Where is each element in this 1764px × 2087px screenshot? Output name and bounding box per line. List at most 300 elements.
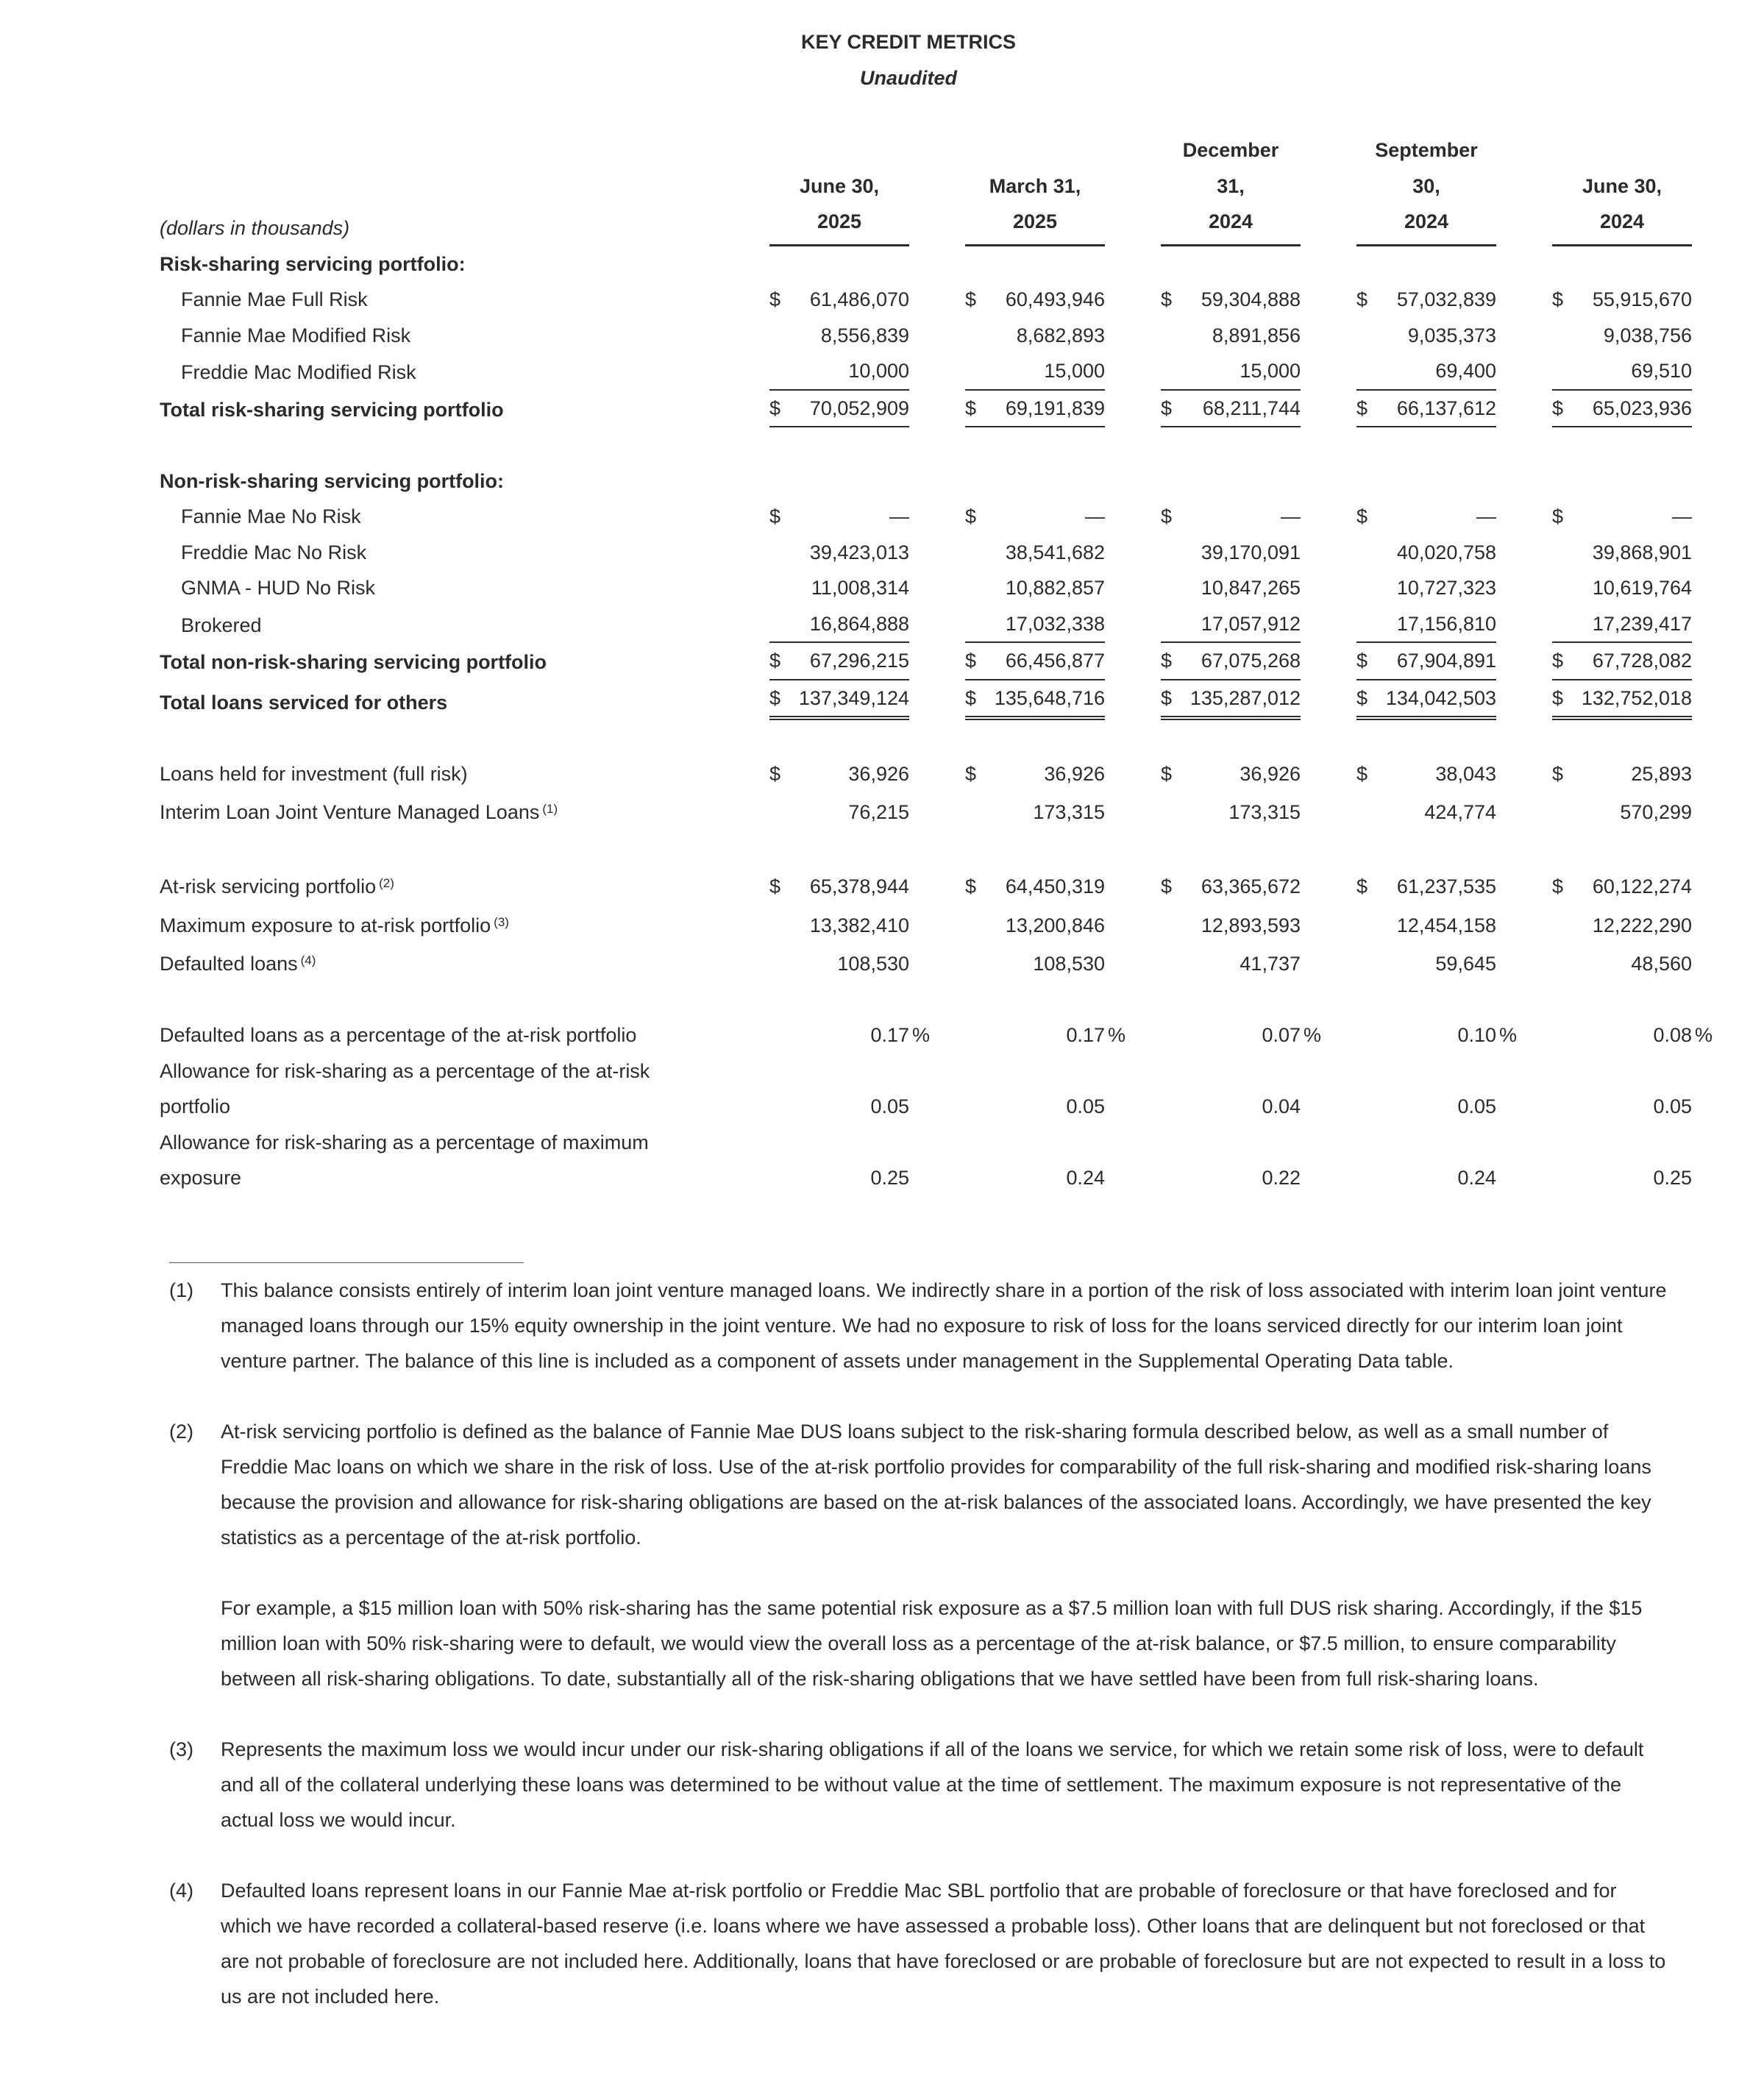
cell-value: 41,737 [1240,953,1301,975]
value-cell [769,606,909,644]
value-cell [1552,794,1692,831]
cell-value: 69,191,839 [1005,397,1105,419]
cell-value: — [1672,505,1692,527]
row-label-text: Total risk-sharing servicing portfolio [160,398,504,421]
value-cell [1356,869,1496,905]
dollar-sign: $ [1356,875,1368,897]
value-cell [965,282,1105,318]
row-label-text: Fannie Mae No Risk [181,505,361,527]
row-label [160,608,714,644]
row-spacer [160,720,1692,756]
value-cell [769,1089,909,1125]
table-row [160,318,1692,354]
value-cell [1552,570,1692,606]
dollar-sign: $ [1161,288,1173,310]
cell-value: 0.24 [1457,1167,1496,1189]
dollar-sign: $ [965,875,977,897]
cell-value: 16,864,888 [809,612,909,635]
dollar-sign: $ [1356,288,1368,310]
cell-value: 38,541,682 [1005,541,1105,563]
row-label [160,792,714,831]
value-cell [965,908,1105,944]
dollar-sign: $ [769,505,781,527]
value-cell [769,643,909,680]
row-label-text: Allowance for risk-sharing as a percentage of the at-risk portfolio [160,1059,650,1117]
column-header-line [769,132,909,168]
percent-sign: % [1107,1024,1125,1046]
percent-sign: % [1498,1024,1517,1046]
cell-value: 108,530 [837,953,909,975]
cell-value: 137,349,124 [798,686,909,709]
dollar-sign: $ [1552,505,1564,527]
cell-value: 10,000 [848,360,909,382]
dollar-sign: $ [1161,762,1173,785]
dollar-sign: $ [1356,505,1368,527]
cell-value: 173,315 [1033,801,1105,823]
cell-value: 65,378,944 [809,875,909,897]
value-cell [1552,318,1692,354]
footnote-body [221,1414,1670,1696]
row-label-text: GNMA - HUD No Risk [181,577,376,599]
row-label [160,1053,675,1125]
row-label-text: Brokered [181,614,262,636]
cell-value: 76,215 [848,801,909,823]
row-label [160,463,714,499]
value-cell [769,869,909,905]
cell-value: 61,237,535 [1396,875,1496,897]
dollar-sign: $ [1552,650,1564,672]
cell-value: 0.25 [870,1167,909,1189]
cell-value: 15,000 [1240,360,1301,382]
cell-value: 0.04 [1262,1095,1301,1117]
footnote-ref: (1) [542,802,558,816]
value-cell [1161,1089,1301,1125]
row-label-text: Total loans serviced for others [160,691,448,714]
cell-value: 135,287,012 [1189,686,1301,709]
table-row [160,535,1692,571]
column-header-line: September [1375,139,1478,161]
dollar-sign: $ [965,762,977,785]
cell-value: 40,020,758 [1396,541,1496,563]
column-header [769,132,909,246]
column-header [1552,132,1692,246]
cell-value: 36,926 [848,762,909,785]
footnote-body [221,1732,1670,1838]
dollar-sign: $ [1552,762,1564,785]
cell-value: 64,450,319 [1005,875,1105,897]
value-cell [965,756,1105,792]
value-cell [1161,908,1301,944]
row-label-text: Fannie Mae Full Risk [181,288,368,310]
value-cell [965,535,1105,571]
dollar-sign: $ [965,505,977,527]
value-cell [769,499,909,535]
footnote [169,1273,1670,1379]
row-label-text: Total non-risk-sharing servicing portfolio [160,651,547,673]
dollar-sign: $ [1356,650,1368,672]
dollar-sign: $ [965,650,977,672]
cell-value: 0.22 [1262,1167,1301,1189]
value-cell [1356,391,1496,428]
row-label [160,318,714,354]
cell-value: — [889,505,909,527]
cell-value: — [1085,505,1105,527]
value-cell [965,606,1105,644]
dollar-sign: $ [1161,875,1173,897]
value-cell [1552,869,1692,905]
value-cell [769,391,909,428]
cell-value: 12,222,290 [1592,914,1692,936]
footnote-text: This balance consists entirely of interim loan joint venture managed loans. We indirectly share in a portion of the risk of loss associated with interim loan joint venture managed loans through our 15% equity ownership in the joint venture. We had no exposure to risk of loss for the loans serviced directly for our interim loan joint venture partner. The balance of this line is included as a component of assets under management in the Supplemental Operating Data table. [221,1279,1667,1372]
footnote-text: Represents the maximum loss we would incur under our risk-sharing obligations if all of the loans we service, for which we retain some risk of loss, were to default and all of the collateral underlying these loans was determined to be without value at the time of settlement. The maximum exposure is not representative of the actual loss we would incur. [221,1738,1644,1831]
table-row [160,1053,1692,1125]
credit-metrics-table [160,132,1713,1196]
footnote-body [221,1873,1670,2014]
value-cell [1552,499,1692,535]
dollar-sign: $ [1356,762,1368,785]
table-row [160,499,1692,535]
value-cell [1552,643,1692,680]
row-label [160,570,714,606]
value-cell [1552,535,1692,571]
row-label [160,905,714,944]
cell-value: 9,038,756 [1603,324,1692,346]
dollar-sign: $ [1161,650,1173,672]
column-header-line: March 31, [989,174,1081,197]
footnote-marker: (1) [169,1279,193,1301]
dollar-sign: $ [965,686,977,709]
value-cell [1161,869,1301,905]
dollar-sign: $ [1161,505,1173,527]
cell-value: 70,052,909 [809,397,909,419]
value-cell [965,643,1105,680]
cell-value: 8,891,856 [1212,324,1301,346]
dollar-sign: $ [1552,397,1564,419]
value-cell [769,353,909,391]
cell-value: 0.05 [1066,1095,1105,1117]
column-header-line: 2025 [817,210,862,232]
value-cell [1552,391,1692,428]
column-header-line: 2025 [1012,210,1058,232]
cell-value: 66,456,877 [1005,650,1105,672]
row-label-text: Interim Loan Joint Venture Managed Loans [160,801,540,823]
footnote-marker: (3) [169,1738,193,1760]
cell-value: 0.25 [1653,1167,1692,1189]
cell-value: 17,239,417 [1592,612,1692,635]
cell-value: 173,315 [1228,801,1301,823]
cell-value: 13,200,846 [1005,914,1105,936]
footnote-text: For example, a $15 million loan with 50% risk-sharing has the same potential risk exposure as a $7.5 million loan with full DUS risk sharing. Accordingly, if the $15 million loan with 50% risk-sharing were to default, we would view the overall loss as a percentage of the at-risk balance, or $7.5 million, to ensure comparability between all risk-sharing obligations. To date, substantially all of the risk-sharing obligations that we have settled have been from full risk-sharing loans. [221,1597,1643,1690]
row-label [160,685,714,721]
cell-value: 0.05 [1457,1095,1496,1117]
cell-value: 48,560 [1631,953,1692,975]
cell-value: 57,032,839 [1396,288,1496,310]
cell-value: 134,042,503 [1385,686,1496,709]
table-row [160,680,1692,721]
row-label-text: Maximum exposure to at-risk portfolio [160,914,491,936]
value-cell [1552,1089,1692,1125]
column-header-line: 30, [1412,174,1440,197]
value-cell [1161,570,1301,606]
value-cell [1356,499,1496,535]
cell-value: 38,043 [1435,762,1496,785]
cell-value: 61,486,070 [809,288,909,310]
cell-value: 10,847,265 [1201,577,1301,599]
row-label-text: Freddie Mac No Risk [181,541,367,563]
footnote-ref: (3) [494,914,509,929]
table-row [160,866,1692,905]
cell-value: 17,156,810 [1396,612,1496,635]
value-cell [769,570,909,606]
cell-value: 67,075,268 [1201,650,1301,672]
table-row [160,570,1692,606]
row-label [160,644,714,680]
value-cell [965,570,1105,606]
value-cell [1552,606,1692,644]
row-label [160,282,714,318]
cell-value: 0.08 [1653,1024,1692,1046]
value-cell [1552,282,1692,318]
value-cell [965,869,1105,905]
value-cell [1552,1017,1713,1053]
value-cell [1161,946,1301,982]
column-header-line: June 30, [1582,174,1662,197]
value-cell [965,1017,1125,1053]
row-label-text: Risk-sharing servicing portfolio: [160,252,466,275]
cell-value: 60,122,274 [1592,875,1692,897]
cell-value: 66,137,612 [1396,397,1496,419]
table-row [160,792,1692,831]
cell-value: 39,170,091 [1201,541,1301,563]
footnote-body [221,1273,1670,1379]
row-spacer [160,427,1692,463]
value-cell [1356,570,1496,606]
value-cell [965,680,1105,721]
cell-value: 67,904,891 [1396,650,1496,672]
row-label [160,499,714,535]
cell-value: 10,882,857 [1005,577,1105,599]
cell-value: 132,752,018 [1581,686,1692,709]
value-cell [965,353,1105,391]
cell-value: 68,211,744 [1202,397,1301,419]
table-row [160,463,1692,499]
column-header-line [965,132,1105,168]
column-header-line: 2024 [1404,210,1449,232]
cell-value: 570,299 [1620,801,1692,823]
cell-value: 65,023,936 [1592,397,1692,419]
cell-value: 8,556,839 [820,324,909,346]
column-header-line: December [1182,139,1279,161]
value-cell [965,499,1105,535]
cell-value: 69,510 [1631,360,1692,382]
cell-value: 59,304,888 [1201,288,1301,310]
value-cell [965,1160,1105,1196]
value-cell [1356,535,1496,571]
column-header [965,132,1105,246]
value-cell [769,1160,909,1196]
units-label: (dollars in thousands) [160,217,350,239]
value-cell [965,1089,1105,1125]
footnote-text: At-risk servicing portfolio is defined as the balance of Fannie Mae DUS loans subject to the risk-sharing formula described below, as well as a small number of Freddie Mac loans on which we share in the risk of loss. Use of the at-risk portfolio provides for comparability of the full risk-sharing and modified risk-sharing loans because the provision and allowance for risk-sharing obligations are based on the at-risk balances of the associated loans. Accordingly, we have presented the key statistics as a percentage of the at-risk portfolio. [221,1421,1651,1549]
value-cell [769,908,909,944]
cell-value: 25,893 [1631,762,1692,785]
dollar-sign: $ [965,288,977,310]
dollar-sign: $ [1161,397,1173,419]
dollar-sign: $ [769,875,781,897]
row-label [160,1017,714,1053]
value-cell [1161,756,1301,792]
cell-value: 9,035,373 [1407,324,1496,346]
value-cell [1356,908,1496,944]
dollar-sign: $ [769,397,781,419]
cell-value: 17,057,912 [1201,612,1301,635]
row-label-text: Fannie Mae Modified Risk [181,324,411,346]
dollar-sign: $ [1356,397,1368,419]
value-cell [1161,353,1301,391]
column-header-line [1552,132,1692,168]
table-row [160,643,1692,680]
row-label-text: Freddie Mac Modified Risk [181,361,416,383]
cell-value: 0.24 [1066,1167,1105,1189]
value-cell [1356,946,1496,982]
column-header [1356,132,1496,246]
value-cell [769,680,909,721]
cell-value: 55,915,670 [1592,288,1692,310]
footnote-ref: (2) [379,876,394,890]
dollar-sign: $ [769,650,781,672]
value-cell [769,946,909,982]
value-cell [1552,353,1692,391]
value-cell [965,391,1105,428]
cell-value: 0.17 [870,1024,909,1046]
dollar-sign: $ [1161,686,1173,709]
cell-value: — [1476,505,1496,527]
value-cell [1356,1017,1517,1053]
row-label [160,392,714,428]
percent-sign: % [1694,1024,1713,1046]
row-label [160,246,714,282]
value-cell [1552,946,1692,982]
table-row [160,1125,1692,1196]
value-cell [1161,1017,1321,1053]
row-spacer [160,982,1692,1018]
cell-value: 59,645 [1435,953,1496,975]
dollar-sign: $ [769,762,781,785]
value-cell [1161,794,1301,831]
row-label-text: At-risk servicing portfolio [160,875,377,897]
value-cell [769,318,909,354]
cell-value: 13,382,410 [809,914,909,936]
cell-value: 69,400 [1435,360,1496,382]
row-label [160,535,714,571]
value-cell [1552,908,1692,944]
value-cell [1161,680,1301,721]
column-header-line: 31, [1217,174,1245,197]
row-label-text: Defaulted loans [160,953,298,975]
footnote-text: Defaulted loans represent loans in our Fannie Mae at-risk portfolio or Freddie Mac SBL portfolio that are probable of foreclosure or that have foreclosed and for which we have recorded a collateral-based reserve (i.e. loans where we have assessed a probable loss). Other loans that are delinquent but not foreclosed or that are not probable of foreclosure are not included here. Additionally, loans that have foreclosed or are probable of foreclosure but are not expected to result in a loss to us are not included here. [221,1880,1666,2008]
percent-sign: % [911,1024,930,1046]
row-label-text: Allowance for risk-sharing as a percentage of maximum exposure [160,1131,649,1189]
value-cell [1161,643,1301,680]
value-cell [1356,318,1496,354]
value-cell [1161,606,1301,644]
value-cell [769,535,909,571]
cell-value: 0.05 [870,1095,909,1117]
footnote-divider [169,1262,524,1263]
value-cell [1552,680,1692,721]
value-cell [1356,794,1496,831]
cell-value: 10,727,323 [1396,577,1496,599]
value-cell [1356,1089,1496,1125]
cell-value: 0.10 [1457,1024,1496,1046]
row-label-text: Loans held for investment (full risk) [160,762,468,785]
footnote [169,1732,1670,1838]
report-title: KEY CREDIT METRICS [800,31,1017,53]
cell-value: 424,774 [1424,801,1496,823]
row-label-text: Defaulted loans as a percentage of the at-risk portfolio [160,1024,637,1046]
cell-value: 108,530 [1033,953,1105,975]
value-cell [1356,1160,1496,1196]
cell-value: 135,648,716 [994,686,1105,709]
cell-value: 12,893,593 [1201,914,1301,936]
cell-value: 0.05 [1653,1095,1692,1117]
cell-value: 11,008,314 [811,577,909,599]
value-cell [1552,756,1692,792]
table-row [160,1017,1713,1053]
cell-value: 17,032,338 [1005,612,1105,635]
value-cell [965,318,1105,354]
value-cell [1552,1160,1692,1196]
value-cell [1356,680,1496,721]
value-cell [1161,499,1301,535]
cell-value: 0.17 [1066,1024,1105,1046]
row-label [160,1125,675,1196]
dollar-sign: $ [1356,686,1368,709]
footnote-ref: (4) [300,953,316,967]
cell-value: 8,682,893 [1016,324,1105,346]
row-label [160,866,714,905]
table-row [160,391,1692,428]
value-cell [965,946,1105,982]
table-header-row [160,132,1692,246]
row-label [160,756,714,792]
value-cell [1161,535,1301,571]
footnote [169,1414,1670,1696]
cell-value: 0.07 [1262,1024,1301,1046]
value-cell [1161,318,1301,354]
row-spacer [160,831,1692,867]
column-header-line: June 30, [799,174,880,197]
column-header [1161,132,1301,246]
cell-value: 10,619,764 [1592,577,1692,599]
value-cell [1356,756,1496,792]
cell-value: 67,296,215 [809,650,909,672]
table-row [160,606,1692,644]
value-cell [769,1017,930,1053]
cell-value: 39,868,901 [1592,541,1692,563]
cell-value: 12,454,158 [1396,914,1496,936]
value-cell [769,282,909,318]
row-label [160,355,714,391]
dollar-sign: $ [769,686,781,709]
value-cell [1356,606,1496,644]
row-label [160,943,714,982]
dollar-sign: $ [965,397,977,419]
value-cell [965,794,1105,831]
row-label-text: Non-risk-sharing servicing portfolio: [160,469,505,492]
dollar-sign: $ [769,288,781,310]
table-row [160,282,1692,318]
